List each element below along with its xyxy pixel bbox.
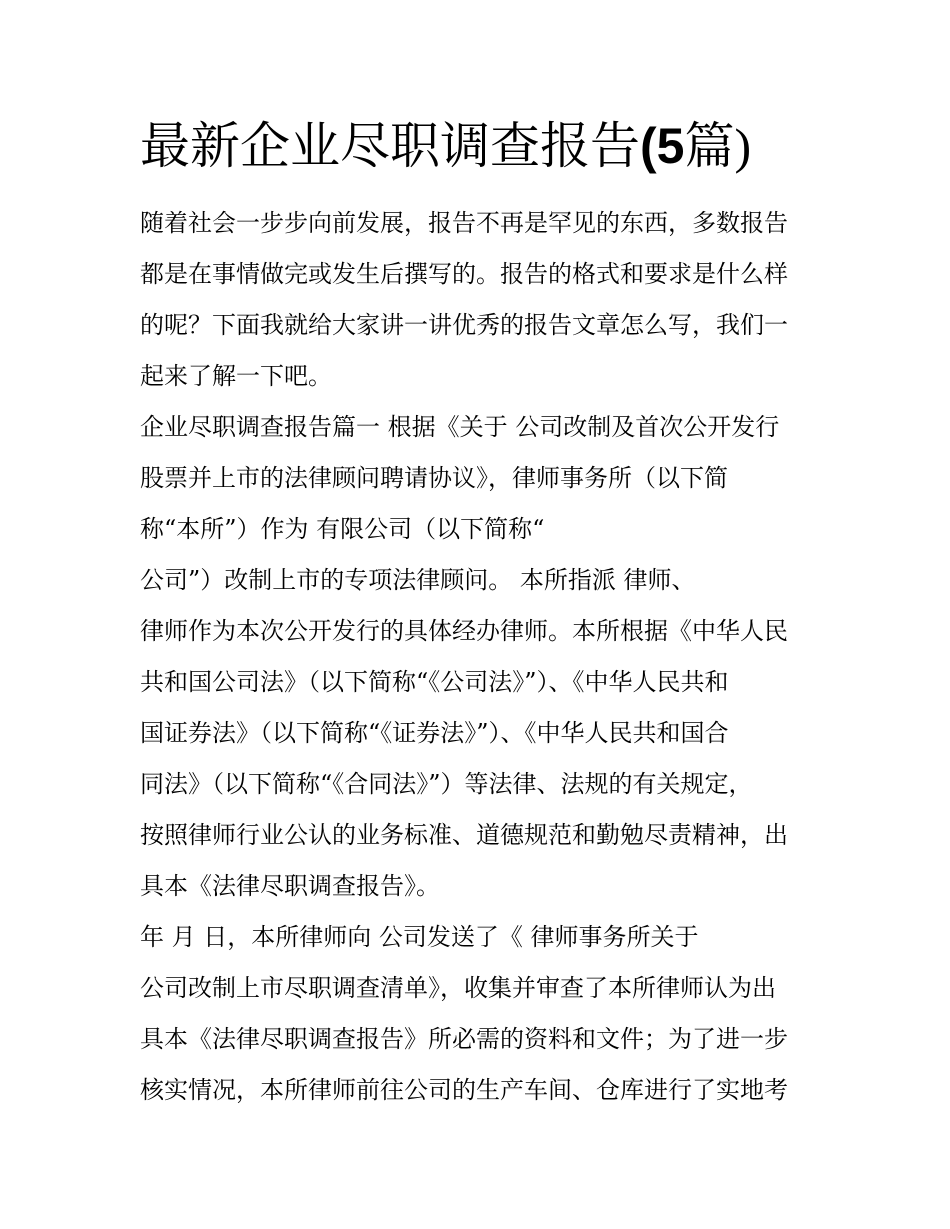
text-line: 都是在事情做完或发生后撰写的。报告的格式和要求是什么样: [140, 260, 788, 288]
text-line: 企业尽职调查报告篇一 根据《关于 公司改制及首次公开发行: [140, 413, 780, 441]
text-line: 同法》（以下简称“《合同法》”）等法律、法规的有关规定，: [140, 770, 753, 798]
text-line: 具本《法律尽职调查报告》所必需的资料和文件；为了进一步: [140, 1025, 788, 1053]
text-line: 公司”）改制上市的专项法律顾问。 本所指派 律师、: [140, 566, 696, 594]
text-line: 股票并上市的法律顾问聘请协议》，律师事务所（以下简: [140, 464, 728, 492]
text-line: 称“本所”）作为 有限公司（以下简称“: [140, 515, 545, 543]
text-line: 公司改制上市尽职调查清单》，收集并审查了本所律师认为出: [140, 974, 776, 1002]
text-line: 律师作为本次公开发行的具体经办律师。本所根据《中华人民: [140, 617, 788, 645]
text-line: 共和国公司法》（以下简称“《公司法》”）、《中华人民共和: [140, 668, 729, 696]
text-line: 核实情况，本所律师前往公司的生产车间、仓库进行了实地考: [140, 1076, 788, 1104]
title-count: (5: [640, 118, 685, 174]
body-text: [140, 198, 820, 1116]
title-end: 篇): [684, 118, 752, 174]
text-line: 具本《法律尽职调查报告》。: [140, 872, 440, 900]
text-line: 随着社会一步步向前发展，报告不再是罕见的东西，多数报告: [140, 209, 788, 237]
text-line: 起来了解一下吧。: [140, 362, 332, 390]
text-line: 年 月 日，本所律师向 公司发送了《 律师事务所关于: [140, 923, 699, 951]
page-title: [140, 116, 751, 176]
text-line: 国证券法》（以下简称“《证券法》”）、《中华人民共和国合: [140, 719, 729, 747]
text-line: 的呢？下面我就给大家讲一讲优秀的报告文章怎么写，我们一: [140, 311, 788, 339]
text-line: 按照律师行业公认的业务标准、道德规范和勤勉尽责精神，出: [140, 821, 788, 849]
title-main: 最新企业尽职调查报告: [140, 118, 640, 174]
